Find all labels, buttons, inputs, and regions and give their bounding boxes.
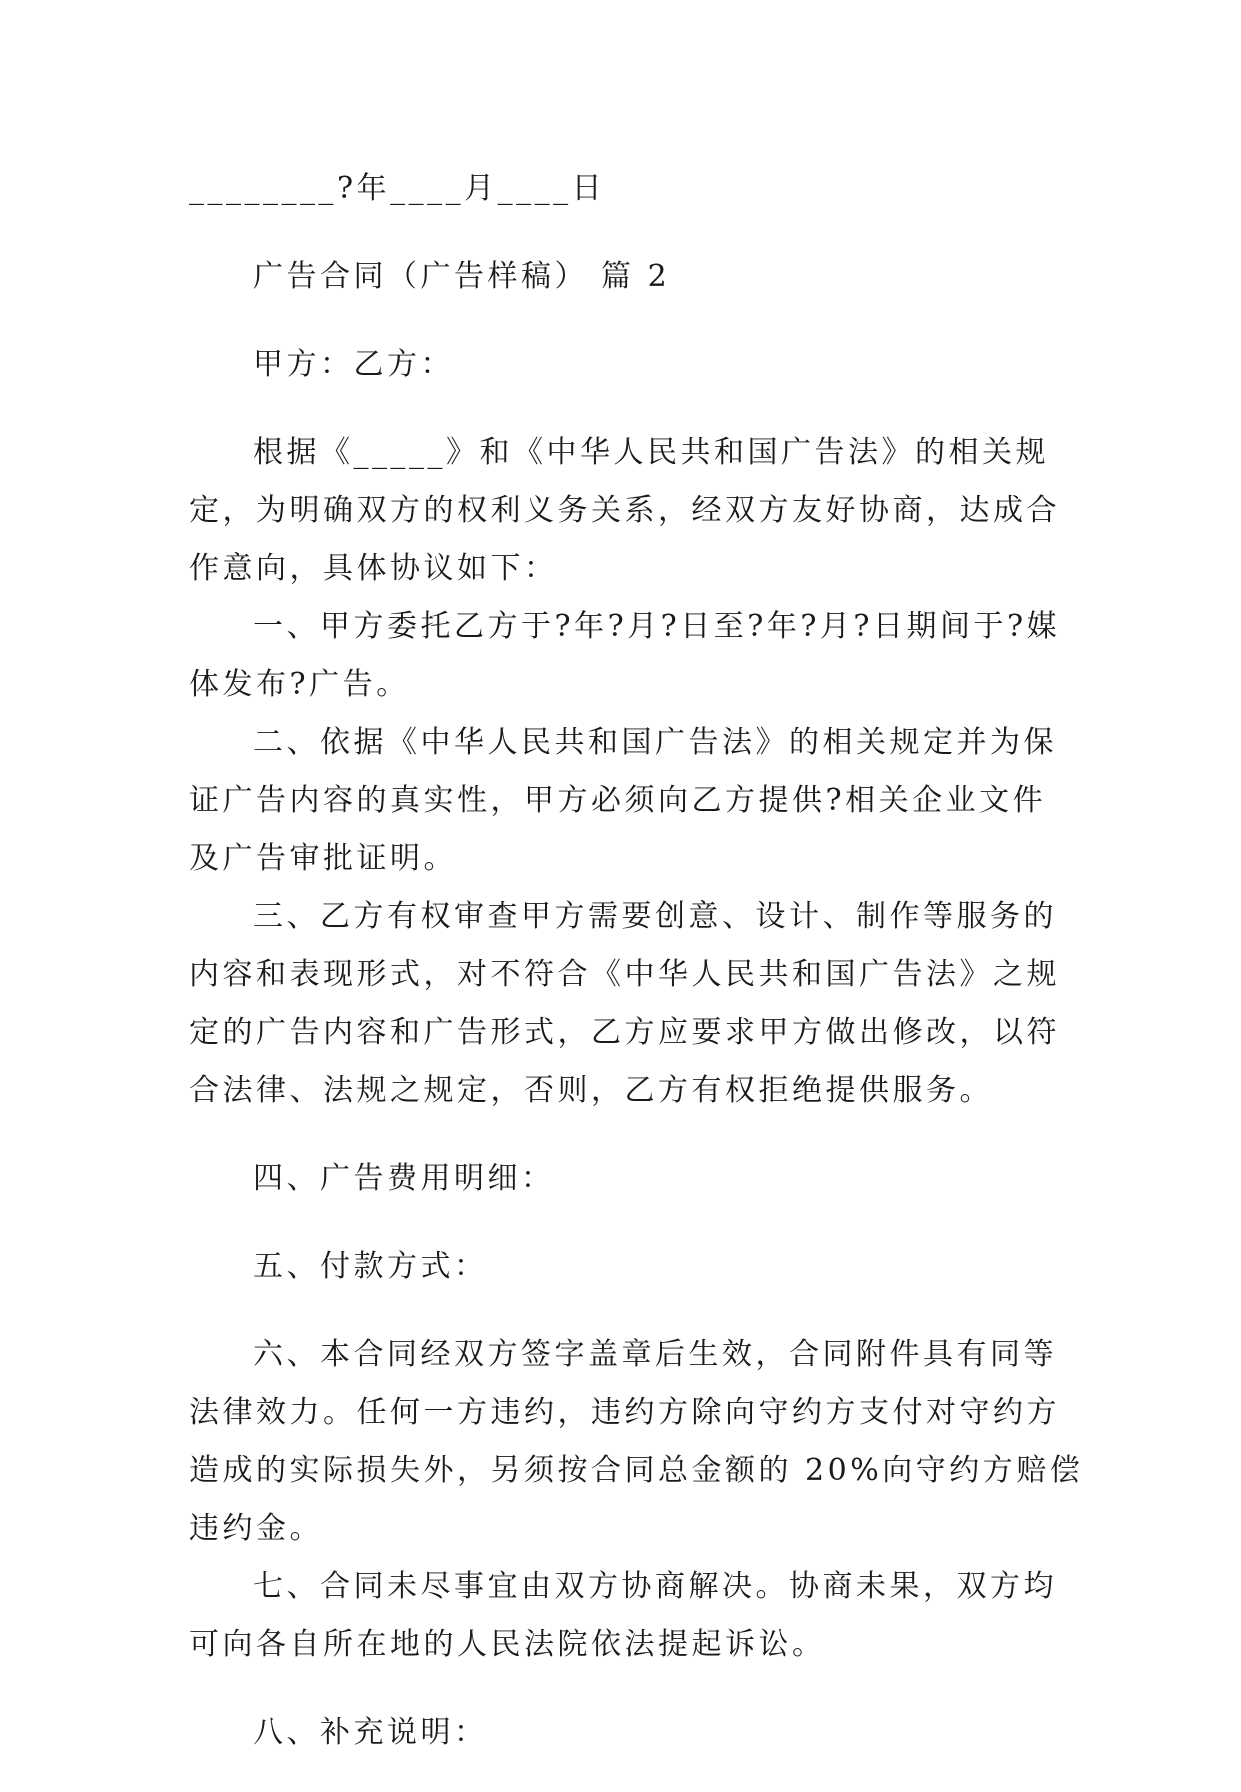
clause-3-line: 定的广告内容和广告形式，乙方应要求甲方做出修改，以符 — [189, 1015, 1060, 1050]
intro-line: 定，为明确双方的权利义务关系，经双方友好协商，达成合 — [189, 493, 1060, 528]
clause-7-line: 可向各自所在地的人民法院依法提起诉讼。 — [189, 1627, 826, 1662]
clause-2-line: 证广告内容的真实性，甲方必须向乙方提供?相关企业文件 — [189, 783, 1047, 818]
clause-6-line: 造成的实际损失外，另须按合同总金额的 20%向守约方赔偿 — [189, 1453, 1084, 1488]
clause-7 — [189, 1558, 1057, 1674]
clause-3-line: 三、乙方有权审查甲方需要创意、设计、制作等服务的 — [253, 899, 1057, 934]
intro-paragraph — [189, 424, 1060, 598]
contract-heading: 广告合同（广告样稿） 篇 2 — [253, 259, 671, 294]
clause-6-line: 违约金。 — [189, 1511, 323, 1546]
clause-3 — [189, 888, 1060, 1120]
clause-2 — [189, 714, 1057, 888]
clause-1 — [189, 598, 1061, 714]
clause-6-line: 法律效力。任何一方违约，违约方除向守约方支付对守约方 — [189, 1395, 1060, 1430]
clause-1-line: 体发布?广告。 — [189, 667, 410, 702]
intro-line: 作意向，具体协议如下： — [189, 551, 558, 586]
clause-2-line: 及广告审批证明。 — [189, 841, 457, 876]
clause-4: 四、广告费用明细： — [253, 1161, 555, 1196]
clause-6 — [189, 1326, 1084, 1558]
clause-1-line: 一、甲方委托乙方于?年?月?日至?年?月?日期间于?媒 — [253, 609, 1061, 644]
intro-line: 根据《_____》和《中华人民共和国广告法》的相关规 — [253, 435, 1049, 470]
clause-3-line: 内容和表现形式，对不符合《中华人民共和国广告法》之规 — [189, 957, 1060, 992]
document-body — [189, 160, 1084, 1792]
date-line: ________?年____月____日 — [189, 171, 606, 206]
clause-6-line: 六、本合同经双方签字盖章后生效，合同附件具有同等 — [253, 1337, 1057, 1372]
clause-7-line: 七、合同未尽事宜由双方协商解决。协商未果，双方均 — [253, 1569, 1057, 1604]
parties-line: 甲方：乙方： — [253, 347, 454, 382]
clause-5: 五、付款方式： — [253, 1249, 488, 1284]
clause-3-line: 合法律、法规之规定，否则，乙方有权拒绝提供服务。 — [189, 1073, 993, 1108]
clause-8: 八、补充说明： — [253, 1715, 488, 1750]
clause-2-line: 二、依据《中华人民共和国广告法》的相关规定并为保 — [253, 725, 1057, 760]
